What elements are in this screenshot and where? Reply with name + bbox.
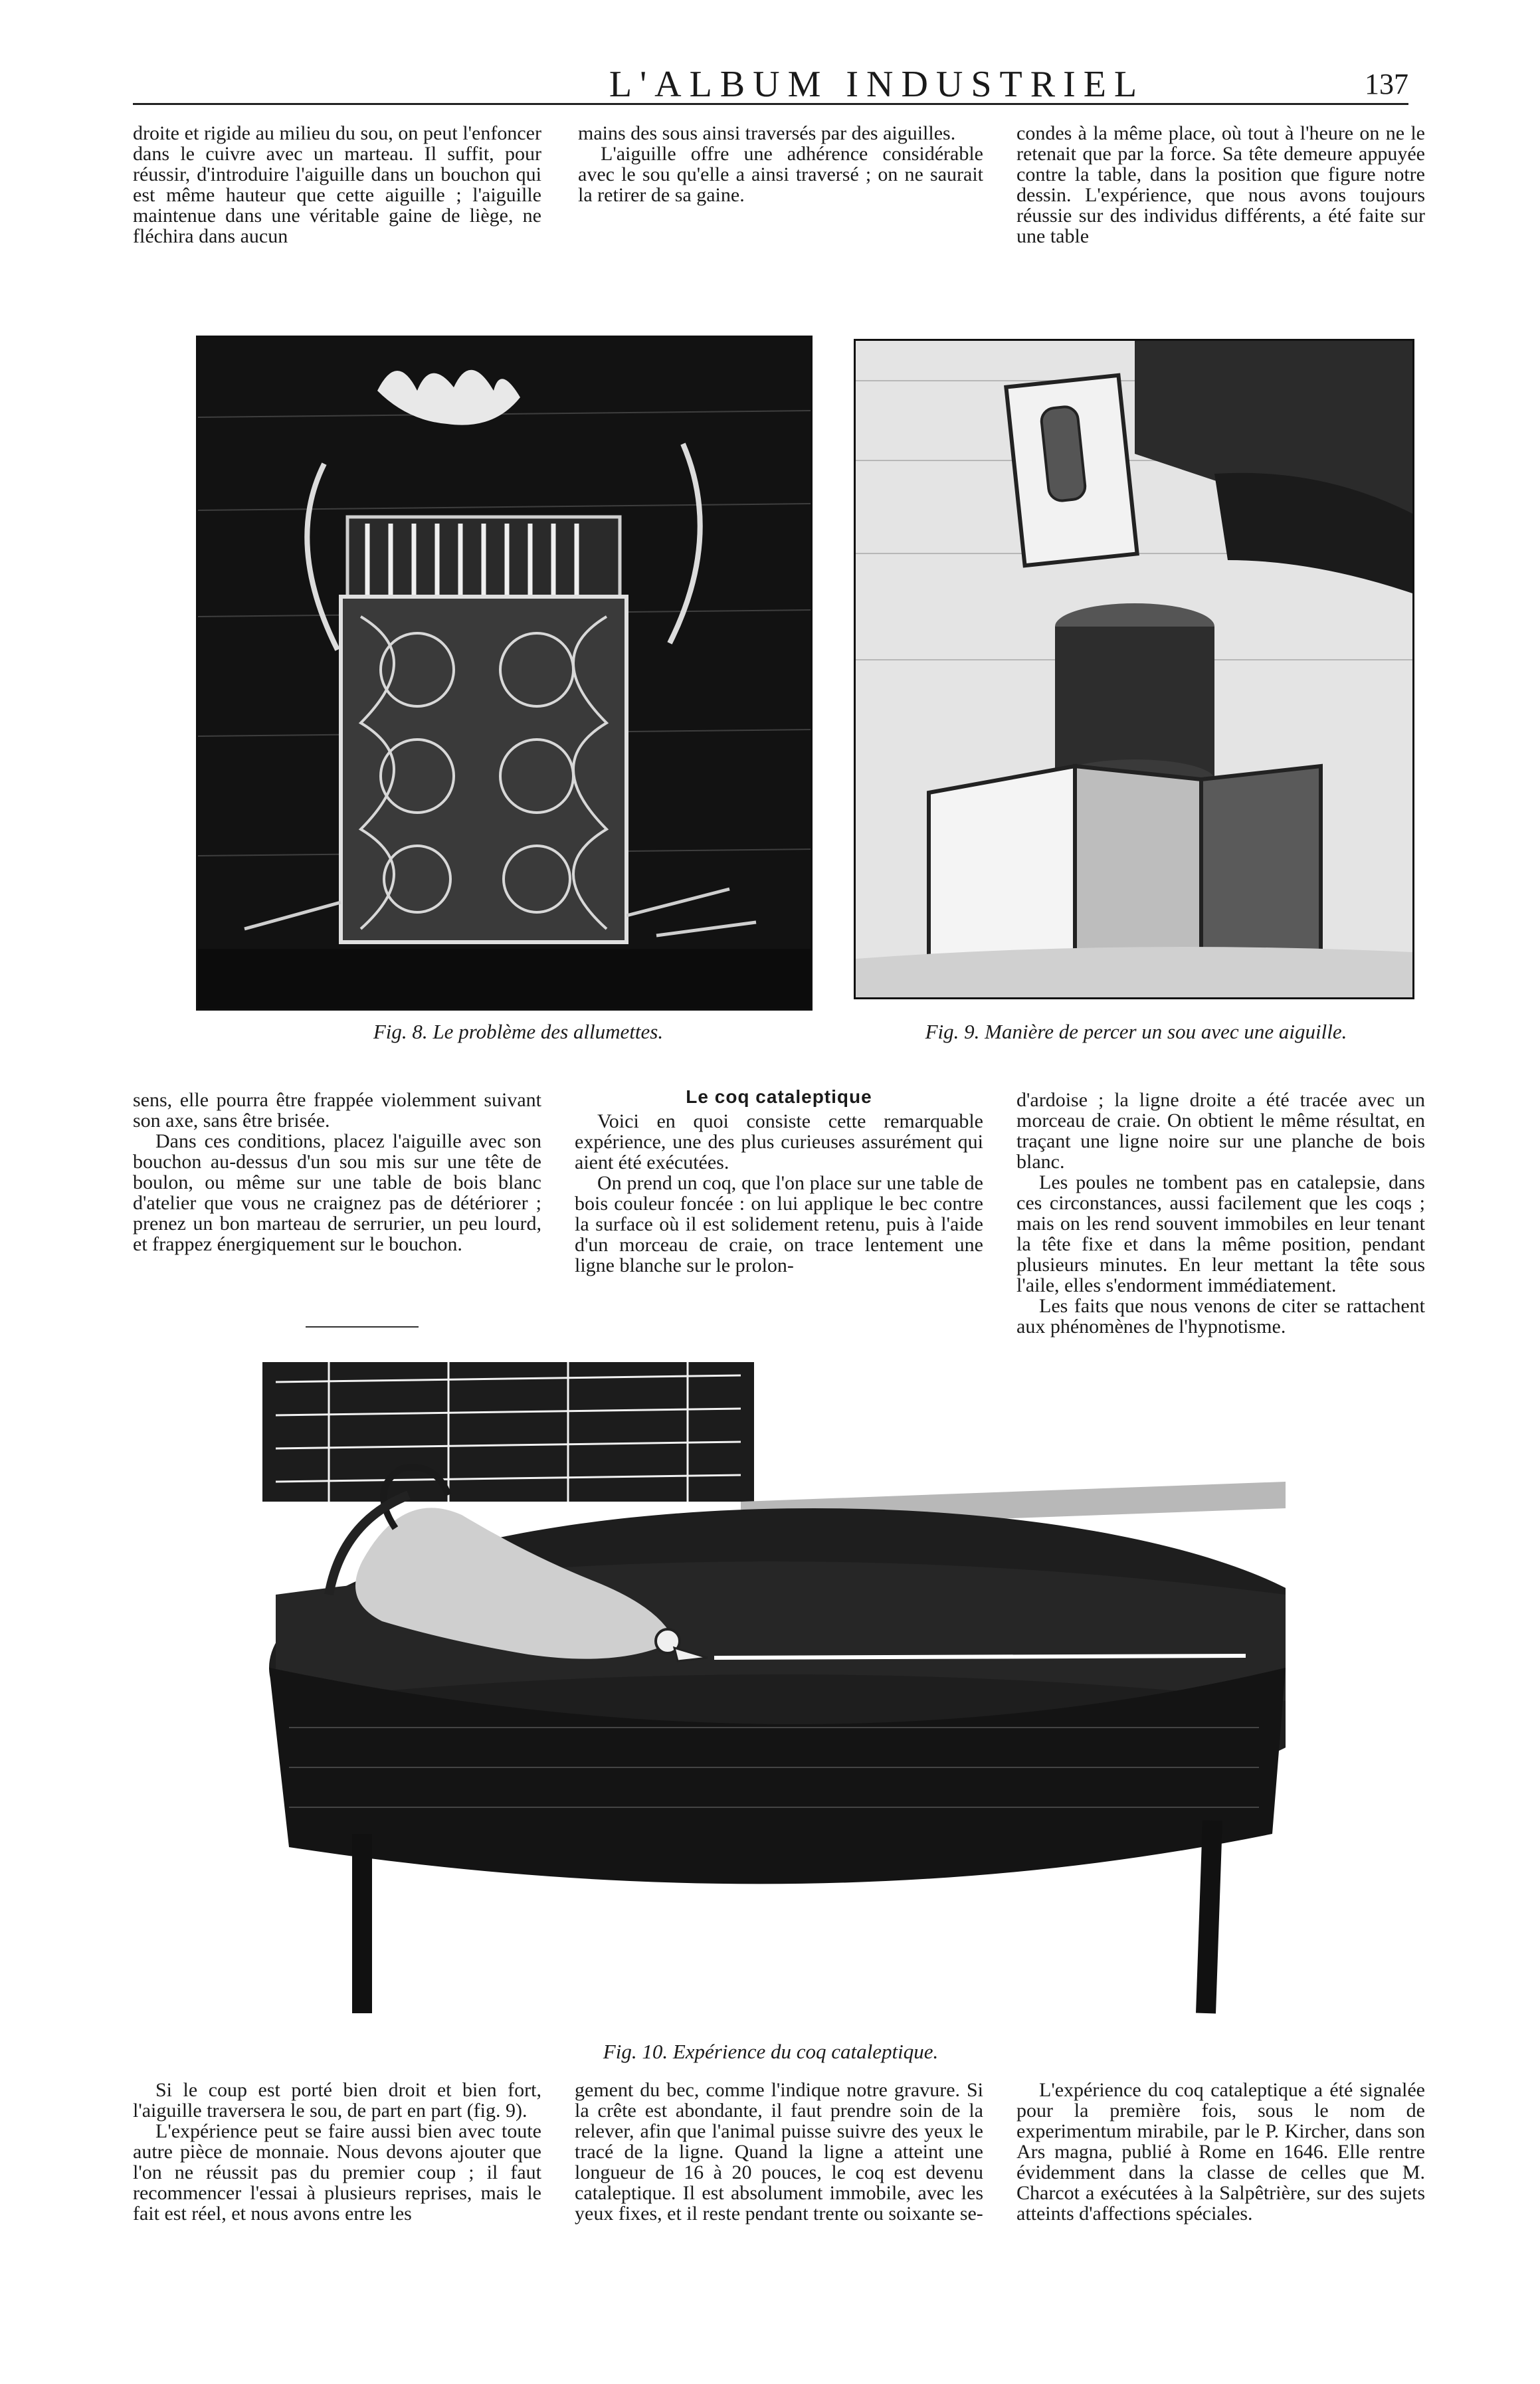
top-col3-text: condes à la même place, où tout à l'heure on ne le retenait que par la force. Sa tête demeure appuyée contre la table, dans la position que figure notre dessin. L'expérience, que nous avons toujours réussie sur des individus différents, a été faite sur une table: [1016, 122, 1425, 247]
top-col2-para-2: L'aiguille offre une adhérence considérable avec le sou qu'elle a ainsi traversé ; on ne saurait la retirer de sa gaine.: [578, 143, 983, 206]
middle-col3-para-3: Les faits que nous venons de citer se rattachent aux phénomènes de l'hypnotisme.: [1016, 1295, 1425, 1338]
middle-column-1: [133, 1090, 541, 1254]
figure-9-needle-coin: [854, 339, 1414, 999]
bottom-col3-text: L'expérience du coq cataleptique a été signalée pour la première fois, sous le nom de experimentum mirabile, par le P. Kircher, dans son Ars magna, publié à Rome en 1646. Elle rentre évidemment dans la classe de celles que M. Charcot a exécutées à la Salpêtrière, sur des sujets atteints d'affections spéciales.: [1016, 2079, 1425, 2225]
needle-coin-engraving: [856, 341, 1412, 997]
rooster-engraving: [249, 1355, 1286, 2020]
middle-col3-para-2: Les poules ne tombent pas en catalepsie, dans ces circonstances, aussi facilement que les coqs ; mais on les rend souvent immobiles en leur tenant la tête fixe et dans la même position, pendant plusieurs minutes. En leur mettant la tête sous l'aile, elles s'endorment immédiatement.: [1016, 1171, 1425, 1296]
top-column-3: [1016, 123, 1425, 247]
caption-fig-10-label: Fig. 10.: [603, 2040, 668, 2063]
caption-fig-9-label: Fig. 9.: [925, 1020, 980, 1043]
running-title: L'ALBUM INDUSTRIEL: [609, 64, 1145, 105]
caption-fig-10: [465, 2040, 1076, 2064]
caption-fig-9: [850, 1020, 1422, 1044]
bottom-column-1: [133, 2080, 541, 2224]
page-number: 137: [1365, 68, 1408, 100]
figure-10-cataleptic-rooster: [249, 1355, 1286, 2020]
top-col1-text: droite et rigide au milieu du sou, on peut l'enfoncer dans le cuivre avec un marteau. Il suffit, pour réussir, d'introduire l'aiguille dans un bouchon qui est même hauteur que cette aiguille ; l'aiguille maintenue dans une véritable gaine de liège, ne fléchira dans aucun: [133, 122, 541, 247]
bottom-column-2: [575, 2080, 983, 2224]
middle-column-3: [1016, 1090, 1425, 1337]
caption-fig-8-text: Le problème des allumettes.: [433, 1020, 664, 1043]
bottom-col2-text: gement du bec, comme l'indique notre gravure. Si la crête est abondante, il faut prendre soin de la relever, afin que l'animal puisse suivre des yeux le tracé de la ligne. Quand la ligne a atteint une longueur de 16 à 20 pouces, le coq est devenu cataleptique. Il est absolument immobile, avec les yeux fixes, et il reste pendant trente ou soixante se-: [575, 2079, 983, 2225]
top-col2-para-1: mains des sous ainsi traversés par des aiguilles.: [578, 122, 956, 144]
middle-column-2: [575, 1086, 983, 1276]
caption-fig-9-text: Manière de percer un sou avec une aiguille.: [985, 1020, 1347, 1043]
bottom-col1-para-2: L'expérience peut se faire aussi bien avec toute autre pièce de monnaie. Nous devons ajouter que l'on ne réussit pas du premier coup ; il faut recommencer l'essai à plusieurs reprises, mais le fait est réel, et nous avons entre les: [133, 2120, 541, 2225]
middle-col2-para-2: On prend un coq, que l'on place sur une table de bois couleur foncée : on lui applique le bec contre la surface où il est solidement retenu, puis à l'aide d'un morceau de craie, on trace lentement une ligne blanche sur le prolon-: [575, 1172, 983, 1276]
running-head: [133, 63, 1408, 105]
figure-8-matchbox: [196, 336, 813, 1011]
top-column-1: [133, 123, 541, 247]
middle-col1-para-1: sens, elle pourra être frappée violemment suivant son axe, sans être brisée.: [133, 1089, 541, 1132]
bottom-col1-para-1: Si le coup est porté bien droit et bien fort, l'aiguille traversera le sou, de part en part (fig. 9).: [133, 2079, 541, 2122]
middle-col3-para-1: d'ardoise ; la ligne droite a été tracée avec un morceau de craie. On obtient le même résultat, en traçant une ligne noire sur une planche de bois blanc.: [1016, 1089, 1425, 1173]
section-heading-coq: Le coq cataleptique: [686, 1086, 872, 1107]
top-column-2: [578, 123, 983, 205]
caption-fig-8: [219, 1020, 817, 1044]
caption-fig-8-label: Fig. 8.: [373, 1020, 428, 1043]
matchbox-engraving: [198, 338, 811, 1009]
bottom-column-3: [1016, 2080, 1425, 2224]
caption-fig-10-text: Expérience du coq cataleptique.: [672, 2040, 939, 2063]
middle-col1-para-2: Dans ces conditions, placez l'aiguille avec son bouchon au-dessus d'un sou mis sur une tête de boulon, ou même sur une table de bois blanc d'atelier que vous ne craignez pas de détériorer ; prenez un bon marteau de serrurier, un peu lourd, et frappez énergiquement sur le bouchon.: [133, 1130, 541, 1255]
middle-col2-para-1: Voici en quoi consiste cette remarquable expérience, une des plus curieuses assurément qui aient été exécutées.: [575, 1110, 983, 1173]
section-divider: [306, 1326, 419, 1328]
